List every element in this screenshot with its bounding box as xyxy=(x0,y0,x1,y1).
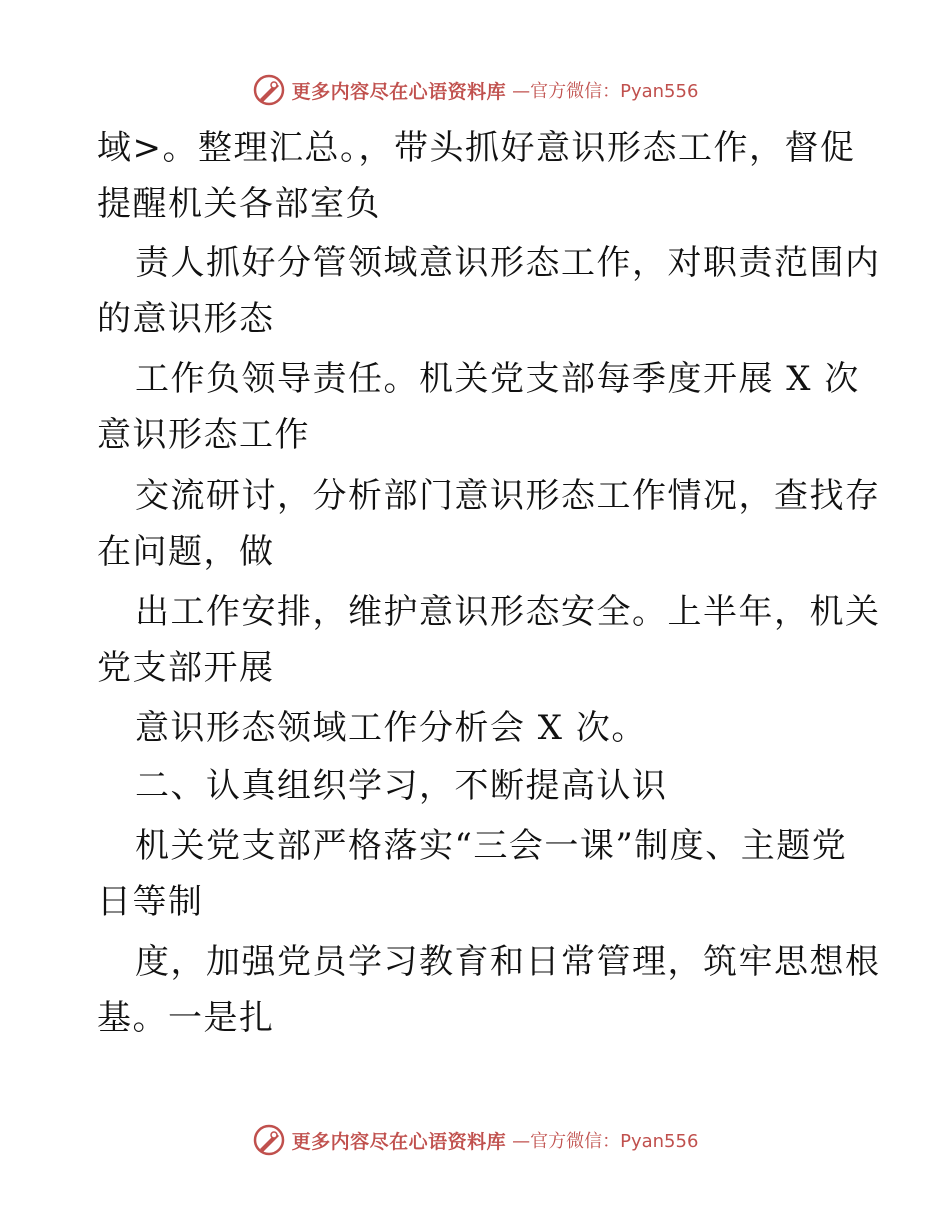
section-heading: 二、认真组织学习，不断提高认识 xyxy=(135,766,668,806)
header-brand-text: 更多内容尽在心语资料库 xyxy=(291,80,507,103)
header-suffix-text: —官方微信：Pyan556 xyxy=(512,81,699,102)
text-line: 工作负领导责任。机关党支部每季度开展 X 次 xyxy=(135,359,860,399)
header-watermark xyxy=(0,70,950,110)
text-line: 意识形态领域工作分析会 X 次。 xyxy=(135,708,647,748)
footer-watermark xyxy=(0,1120,950,1160)
text-line: 日等制 xyxy=(97,882,204,922)
text-line: 在问题，做 xyxy=(97,532,275,572)
text-line: 的意识形态 xyxy=(97,299,275,339)
text-line: 机关党支部严格落实“三会一课”制度、主题党 xyxy=(135,826,848,866)
text-line: 域>。整理汇总。，带头抓好意识形态工作，督促 xyxy=(97,128,856,168)
text-line: 党支部开展 xyxy=(97,648,275,688)
text-line: 出工作安排，维护意识形态安全。上半年，机关 xyxy=(135,592,881,632)
text-line: 责人抓好分管领域意识形态工作，对职责范围内 xyxy=(135,243,881,283)
text-line: 基。一是扎 xyxy=(97,998,275,1038)
text-line: 度，加强党员学习教育和日常管理，筑牢思想根 xyxy=(135,942,881,982)
text-line: 交流研讨，分析部门意识形态工作情况，查找存 xyxy=(135,476,881,516)
text-line: 提醒机关各部室负 xyxy=(97,184,381,224)
quill-logo-icon xyxy=(252,1123,286,1157)
footer-brand-text: 更多内容尽在心语资料库 xyxy=(291,1130,507,1153)
footer-suffix-text: —官方微信：Pyan556 xyxy=(512,1131,699,1152)
quill-logo-icon xyxy=(252,73,286,107)
text-line: 意识形态工作 xyxy=(97,415,310,455)
